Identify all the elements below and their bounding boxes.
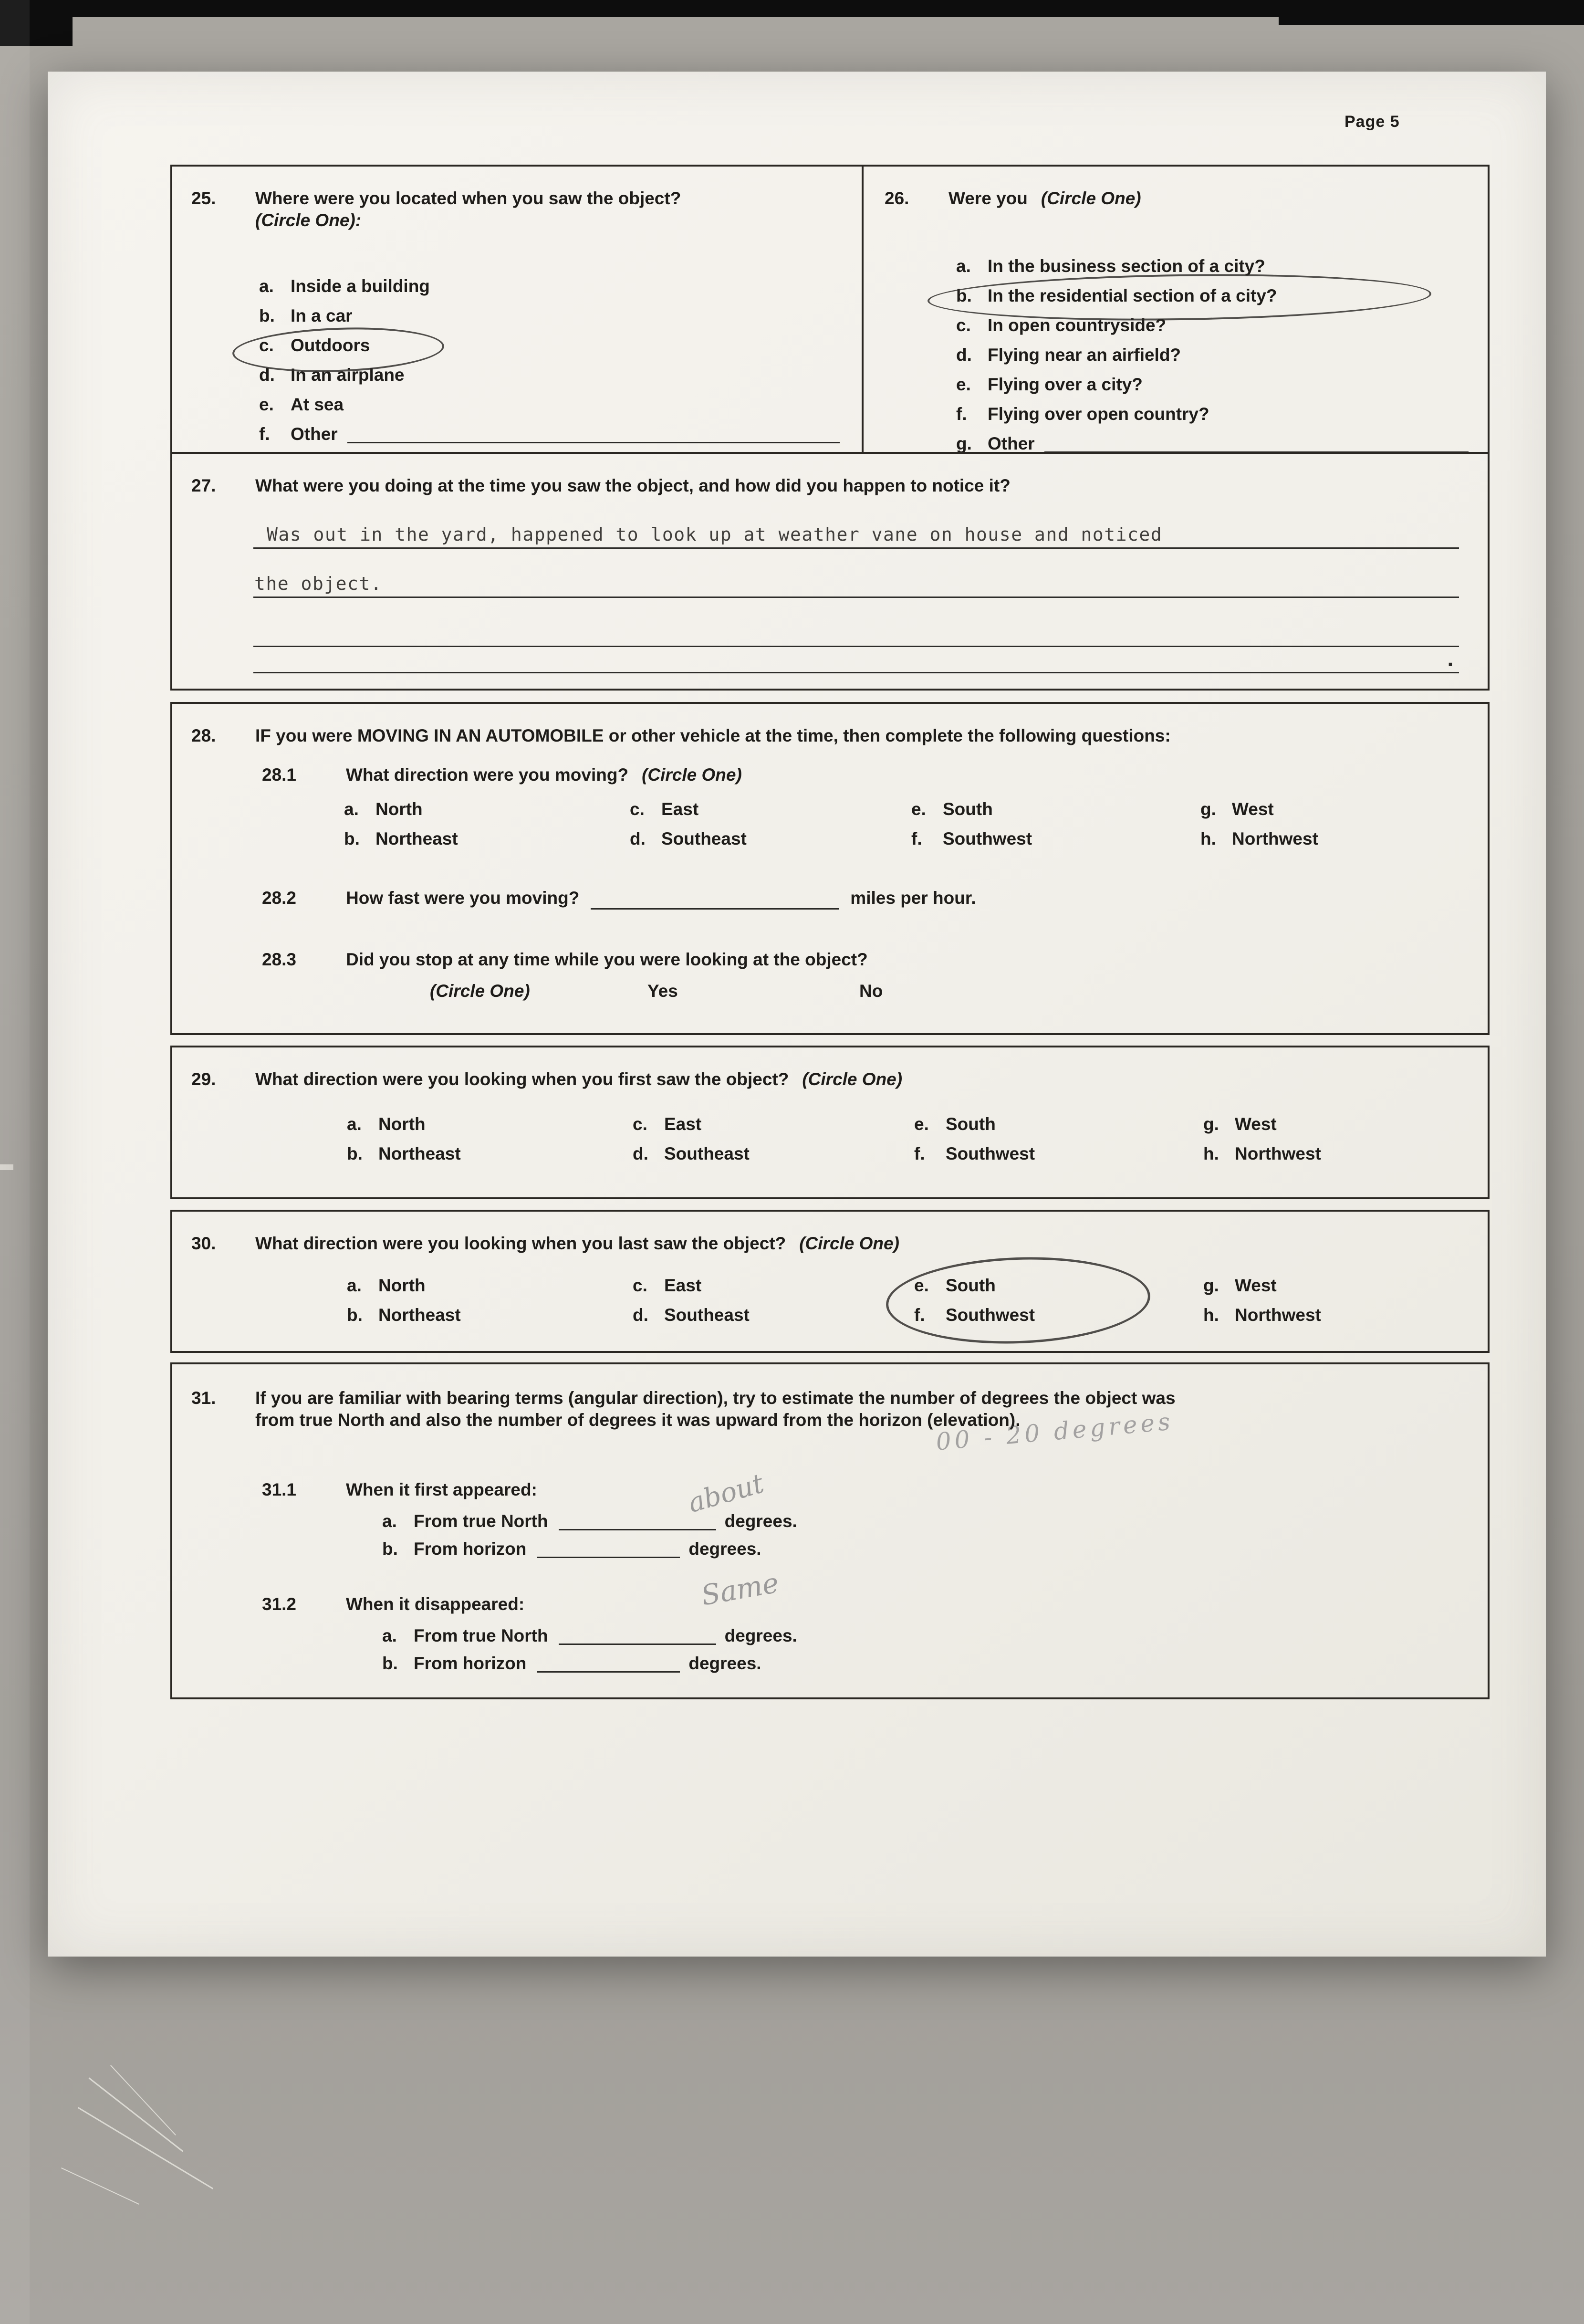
- direction-column: [1200, 795, 1318, 854]
- question-text: [255, 188, 681, 231]
- page-number: Page 5: [1344, 113, 1400, 131]
- option-letter: g.: [1203, 1114, 1219, 1134]
- questionnaire-form: [170, 165, 1490, 1699]
- option-letter: a.: [382, 1626, 397, 1645]
- question-31-line-1: If you are familiar with bearing terms (angular direction), try to estimate the number of degrees the object was: [255, 1388, 1176, 1408]
- sub-question-text: When it first appeared:: [346, 1480, 537, 1499]
- direction-option: [347, 1139, 633, 1169]
- question-30-text: What direction were you looking when you last saw the object?: [255, 1234, 786, 1253]
- direction-option: [633, 1300, 914, 1330]
- pencil-handwriting-disappeared: Same: [698, 1566, 782, 1612]
- option-letter: e.: [259, 395, 274, 414]
- typed-answer-line-1: Was out in the yard, happened to look up at weather vane on house and noticed: [267, 524, 1163, 545]
- sub-question-number: 31.1: [262, 1480, 297, 1499]
- option-label: In an airplane: [291, 365, 405, 385]
- option-letter: a.: [259, 276, 274, 296]
- direction-option: [630, 824, 911, 854]
- answer-line: [253, 549, 1459, 598]
- question-27-text: What were you doing at the time you saw the object, and how did you happen to notice it?: [255, 476, 1011, 495]
- circle-one-note: (Circle One):: [255, 210, 362, 230]
- question-number: 30.: [191, 1234, 216, 1253]
- bearing-item-b: [382, 1535, 1445, 1563]
- question-27-box: [170, 452, 1490, 691]
- option-label: Northwest: [1232, 829, 1318, 848]
- option-label: Southeast: [664, 1144, 750, 1163]
- option-25a: [259, 272, 844, 301]
- direction-option: [633, 1139, 914, 1169]
- sub-question-text: How fast were you moving?: [346, 888, 580, 908]
- direction-column: [344, 795, 630, 854]
- option-letter: g.: [956, 434, 972, 453]
- degrees-blank-line: [559, 1623, 716, 1645]
- option-label: West: [1235, 1114, 1277, 1134]
- direction-option: [1203, 1139, 1321, 1169]
- degrees-blank-line: [537, 1536, 680, 1558]
- other-blank-line: [347, 421, 840, 443]
- direction-option: [914, 1139, 1203, 1169]
- option-label: In a car: [291, 306, 353, 325]
- direction-option: [911, 824, 1200, 854]
- direction-option: [1203, 1110, 1321, 1139]
- option-letter: e.: [914, 1114, 929, 1134]
- direction-column: [911, 795, 1200, 854]
- option-letter: h.: [1203, 1305, 1219, 1325]
- option-letter: b.: [344, 829, 360, 848]
- option-label: In the residential section of a city?: [988, 286, 1277, 305]
- option-letter: b.: [382, 1539, 398, 1559]
- question-31-2-items: [382, 1622, 1445, 1677]
- pencil-handwriting-first-appeared: about: [685, 1468, 768, 1519]
- option-25e: [259, 390, 844, 419]
- degrees-label: degrees.: [688, 1654, 761, 1673]
- direction-option: [1200, 824, 1318, 854]
- option-letter: a.: [382, 1511, 397, 1531]
- question-28-2: [262, 887, 1469, 914]
- question-number: 25.: [191, 188, 216, 208]
- direction-option: [1203, 1300, 1321, 1330]
- direction-column: [630, 795, 911, 854]
- option-letter: a.: [347, 1276, 362, 1295]
- option-label: Northwest: [1235, 1144, 1321, 1163]
- photo-scratch: [61, 2167, 139, 2205]
- circle-one-note: (Circle One): [430, 981, 530, 1001]
- option-label: Flying over a city?: [988, 375, 1143, 394]
- option-label: From horizon: [414, 1539, 527, 1559]
- circle-one-note: (Circle One): [802, 1069, 903, 1089]
- scanned-form-page: [48, 72, 1546, 1957]
- option-letter: d.: [259, 365, 275, 385]
- option-label: Southeast: [661, 829, 747, 848]
- direction-option: [633, 1271, 914, 1300]
- question-number: 31.: [191, 1388, 216, 1408]
- option-25b: [259, 301, 844, 331]
- answer-line-blank: [253, 598, 1459, 647]
- option-label: Flying over open country?: [988, 404, 1209, 424]
- option-letter: c.: [956, 315, 971, 335]
- option-label: Other: [988, 434, 1035, 453]
- option-label: Outdoors: [291, 335, 370, 355]
- option-letter: c.: [259, 335, 274, 355]
- option-letter: g.: [1203, 1276, 1219, 1295]
- option-letter: d.: [633, 1305, 648, 1325]
- direction-option: [347, 1300, 633, 1330]
- question-number: 27.: [191, 476, 216, 495]
- option-label: From horizon: [414, 1654, 527, 1673]
- option-label: Inside a building: [291, 276, 430, 296]
- direction-option: [347, 1110, 633, 1139]
- option-letter: d.: [956, 345, 972, 365]
- sub-question-text: When it disappeared:: [346, 1594, 525, 1614]
- option-letter: c.: [633, 1114, 647, 1134]
- option-26f: [956, 399, 1473, 429]
- question-31-2: [262, 1593, 1445, 1615]
- option-label: South: [946, 1276, 996, 1295]
- answer-line-blank: [253, 647, 1459, 673]
- option-label: South: [946, 1114, 996, 1134]
- direction-option: [914, 1110, 1203, 1139]
- option-label: South: [943, 799, 993, 819]
- question-25-26-box: [170, 165, 1490, 454]
- option-letter: c.: [633, 1276, 647, 1295]
- option-26d: [956, 340, 1473, 370]
- sub-question-text: What direction were you moving?: [346, 765, 629, 785]
- circle-one-note: (Circle One): [799, 1234, 899, 1253]
- option-label: Flying near an airfield?: [988, 345, 1181, 365]
- option-label: North: [378, 1276, 426, 1295]
- option-letter: b.: [956, 286, 972, 305]
- option-label: From true North: [414, 1511, 548, 1531]
- option-letter: f.: [911, 829, 922, 848]
- other-blank-line: [1044, 430, 1469, 453]
- option-label: North: [378, 1114, 426, 1134]
- question-28-3: [262, 949, 1469, 971]
- option-letter: f.: [956, 404, 967, 424]
- direction-column: [1203, 1271, 1321, 1330]
- question-28-box: [170, 702, 1490, 1035]
- question-25-cell: [172, 167, 864, 452]
- option-letter: a.: [347, 1114, 362, 1134]
- degrees-blank-line: [537, 1650, 680, 1673]
- question-31-box: [170, 1362, 1490, 1699]
- question-31-1: [262, 1479, 1445, 1501]
- circle-one-note: (Circle One): [1041, 188, 1141, 208]
- option-letter: b.: [259, 306, 275, 325]
- question-28-text: IF you were MOVING IN AN AUTOMOBILE or other vehicle at the time, then complete the following questions:: [255, 726, 1171, 745]
- question-number: 28.: [191, 726, 216, 745]
- question-27-answer-area: [253, 497, 1459, 673]
- question-number: 26.: [885, 188, 909, 208]
- option-letter: b.: [382, 1654, 398, 1673]
- question-26-text: Were you: [948, 188, 1028, 208]
- option-label: From true North: [414, 1626, 548, 1645]
- option-letter: a.: [344, 799, 359, 819]
- option-letter: b.: [347, 1305, 363, 1325]
- direction-option: [911, 795, 1200, 824]
- sub-question-text: Did you stop at any time while you were looking at the object?: [346, 950, 868, 969]
- direction-options-29: [347, 1110, 1469, 1169]
- photo-edge-band: [0, 0, 30, 2324]
- option-label: West: [1235, 1276, 1277, 1295]
- pencil-handwriting-degrees: 00 - 20 degrees: [935, 1407, 1175, 1456]
- no-option: No: [859, 981, 883, 1001]
- option-letter: f.: [914, 1305, 925, 1325]
- direction-option: [1203, 1271, 1321, 1300]
- option-letter: d.: [633, 1144, 648, 1163]
- speed-blank-line: [591, 887, 839, 910]
- typed-answer-line-2: the object.: [254, 573, 383, 594]
- option-label: East: [664, 1114, 702, 1134]
- question-29-box: [170, 1046, 1490, 1199]
- question-29-text: What direction were you looking when you first saw the object?: [255, 1069, 789, 1089]
- option-letter: e.: [911, 799, 926, 819]
- photo-scratch: [110, 2065, 176, 2136]
- speed-suffix: miles per hour.: [850, 888, 976, 908]
- question-28-3-choices: [430, 980, 1469, 1002]
- photo-scratch: [78, 2107, 213, 2189]
- option-label: Northwest: [1235, 1305, 1321, 1325]
- option-letter: h.: [1200, 829, 1216, 848]
- option-letter: f.: [914, 1144, 925, 1163]
- photo-scratch: [89, 2077, 184, 2152]
- sub-question-number: 31.2: [262, 1594, 297, 1614]
- direction-column: [914, 1110, 1203, 1169]
- direction-option: [633, 1110, 914, 1139]
- direction-column: [347, 1110, 633, 1169]
- direction-column: [347, 1271, 633, 1330]
- yes-option: Yes: [647, 981, 678, 1001]
- option-label: Southeast: [664, 1305, 750, 1325]
- option-letter: e.: [956, 375, 971, 394]
- question-31-line-2: from true North and also the number of degrees it was upward from the horizon (elevation).: [255, 1410, 1021, 1430]
- option-letter: e.: [914, 1276, 929, 1295]
- direction-option: [344, 795, 630, 824]
- direction-column: [1203, 1110, 1321, 1169]
- option-label: North: [375, 799, 423, 819]
- sub-question-number: 28.2: [262, 888, 297, 908]
- option-label: West: [1232, 799, 1274, 819]
- question-31-1-items: [382, 1507, 1445, 1563]
- sub-question-number: 28.3: [262, 950, 297, 969]
- option-letter: h.: [1203, 1144, 1219, 1163]
- bearing-item-a: [382, 1507, 1445, 1535]
- option-26e: [956, 370, 1473, 399]
- option-letter: c.: [630, 799, 645, 819]
- direction-options-28: [344, 795, 1469, 854]
- bearing-item-b: [382, 1650, 1445, 1677]
- option-label: In the business section of a city?: [988, 256, 1265, 276]
- bearing-item-a: [382, 1622, 1445, 1650]
- answer-line: [253, 497, 1459, 549]
- option-label: At sea: [291, 395, 344, 414]
- direction-option: [630, 795, 911, 824]
- photo-edge-mark: [0, 1164, 13, 1170]
- option-label: Northeast: [375, 829, 458, 848]
- question-30-box: [170, 1210, 1490, 1353]
- direction-option: [344, 824, 630, 854]
- question-28-1: [262, 764, 1469, 786]
- option-letter: f.: [259, 424, 270, 444]
- direction-column: [633, 1110, 914, 1169]
- option-letter: b.: [347, 1144, 363, 1163]
- option-letter: a.: [956, 256, 971, 276]
- question-25-text: Where were you located when you saw the object?: [255, 188, 681, 208]
- option-label: In open countryside?: [988, 315, 1167, 335]
- option-label: Northeast: [378, 1144, 461, 1163]
- photo-border-corner-right: [1279, 0, 1584, 25]
- degrees-label: degrees.: [724, 1626, 797, 1645]
- option-label: Southwest: [946, 1305, 1035, 1325]
- option-25f-other: [259, 419, 844, 449]
- direction-option: [1200, 795, 1318, 824]
- trailing-period: .: [1444, 649, 1456, 671]
- option-label: East: [664, 1276, 702, 1295]
- option-letter: g.: [1200, 799, 1216, 819]
- degrees-label: degrees.: [688, 1539, 761, 1559]
- circle-one-note: (Circle One): [642, 765, 742, 785]
- option-label: Southwest: [943, 829, 1032, 848]
- sub-question-number: 28.1: [262, 765, 297, 785]
- question-26-cell: [864, 167, 1488, 452]
- direction-option: [347, 1271, 633, 1300]
- option-letter: d.: [630, 829, 646, 848]
- degrees-label: degrees.: [724, 1511, 797, 1531]
- direction-column: [633, 1271, 914, 1330]
- option-label: Other: [291, 424, 338, 444]
- question-number: 29.: [191, 1069, 216, 1089]
- option-label: Southwest: [946, 1144, 1035, 1163]
- option-label: East: [661, 799, 699, 819]
- pen-circle-around-south-southwest: [885, 1253, 1152, 1348]
- option-label: Northeast: [378, 1305, 461, 1325]
